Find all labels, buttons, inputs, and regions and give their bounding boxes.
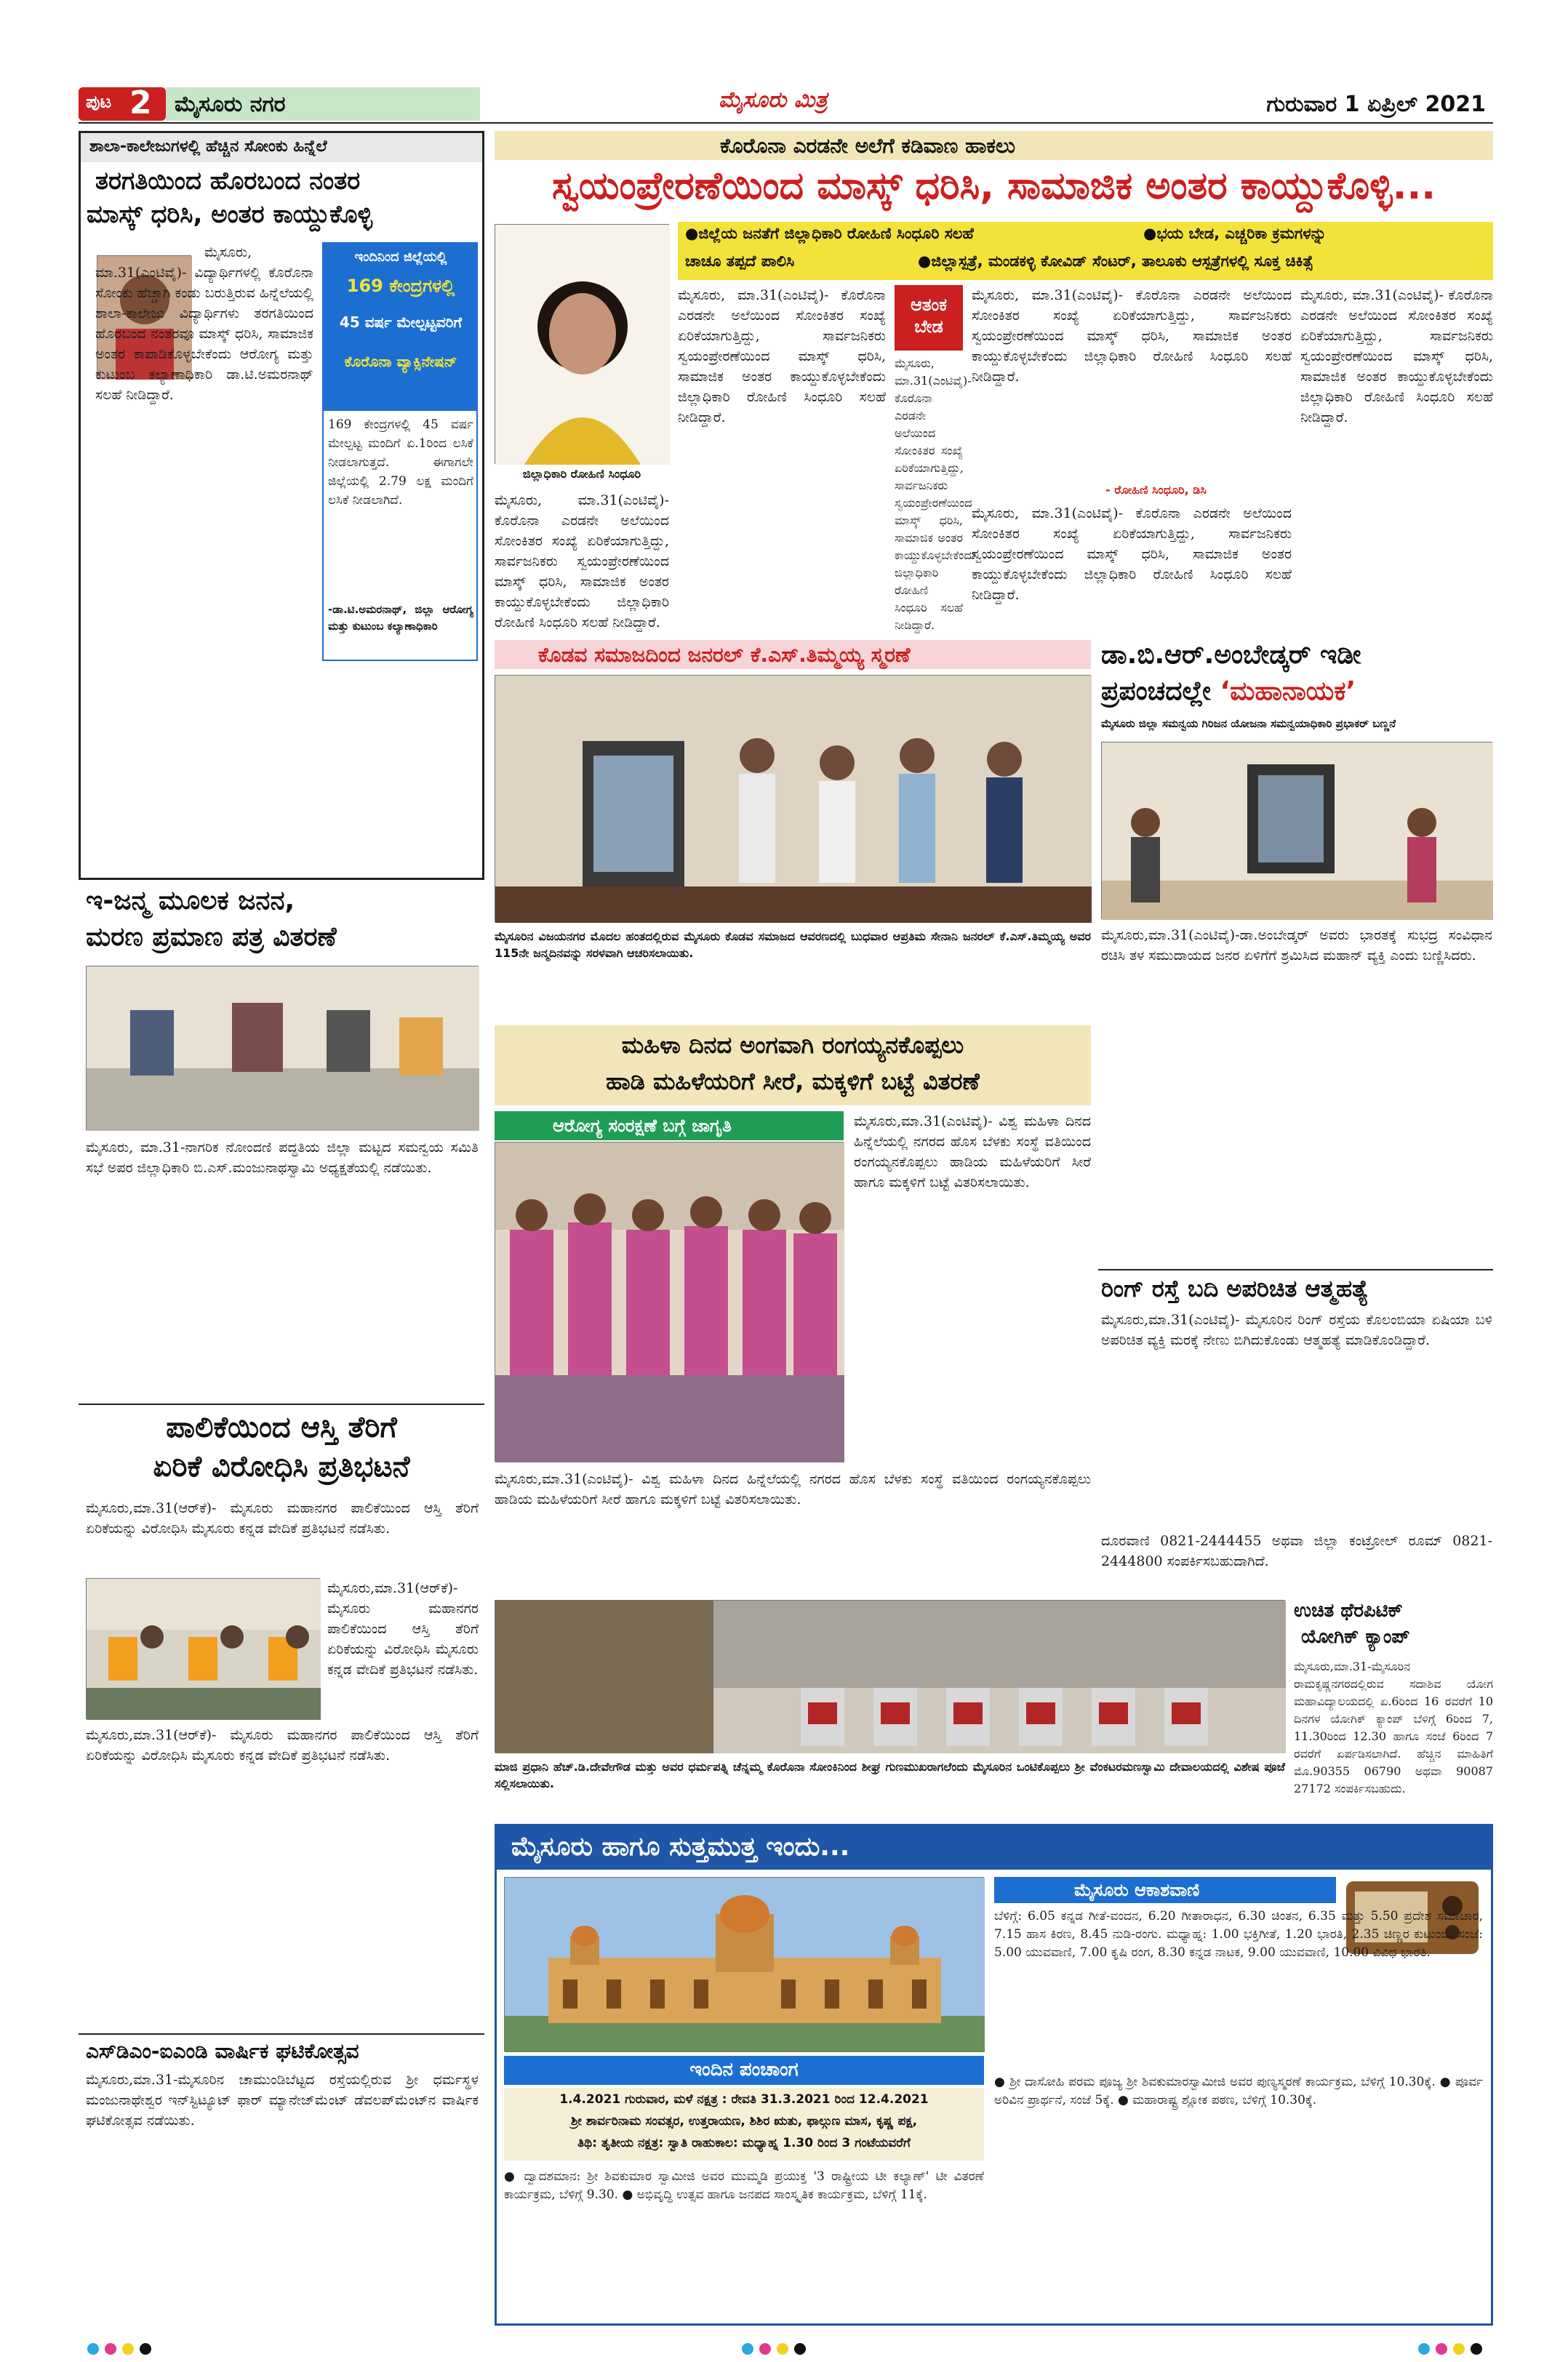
palike-photo [86,1578,320,1719]
lead-bullet-4: ●ಜಿಲ್ಲಾಸ್ಪತ್ರೆ, ಮಂಡಕಳ್ಳಿ ಕೋವಿಡ್ ಸೆಂಟರ್, ತಾಲೂಕು ಆಸ್ಪತ್ರೆಗಳಲ್ಲಿ ಸೂಕ್ತ ಚಿಕಿತ್ಸೆ [918,252,1313,270]
masthead-logo: ಮೈಸೂರು ಮಿತ್ರ [719,87,828,113]
yoga-body: ಮೈಸೂರು,ಮಾ.31-ಮೈಸೂರಿನ ರಾಮಕೃಷ್ಣನಗರದಲ್ಲಿರುವ ಸದಾಶಿವ ಯೋಗ ಮಹಾವಿದ್ಯಾಲಯದಲ್ಲಿ ಏ.6ರಿಂದ 16 ರವರೆಗೆ 10 ದಿನಗಳ ಯೋಗಿಕ್ ಕ್ಯಾಂಪ್ ಬೆಳಿಗ್ಗೆ 6ರಿಂದ 7, 11.30ರಿಂದ 12.30 ಹಾಗೂ ಸಂಜೆ 6ರಿಂದ 7 ರವರೆಗೆ ಏರ್ಪಡಿಸಲಾಗಿದೆ. ಹೆಚ್ಚಿನ ಮಾಹಿತಿಗೆ ಮೊ.90355 06790 ಅಥವಾ 90087 27172 ಸಂಪರ್ಕಿಸಬಹುದು. [1294,1660,1493,1795]
sdm-article [79,2033,484,2324]
masthead-rule [79,122,1493,124]
ambedkar-body: ಮೈಸೂರು,ಮಾ.31(ಎಂಟಿವೈ)-ಡಾ.ಅಂಬೇಡ್ಕರ್ ಅವರು ಭಾರತಕ್ಕೆ ಸುಭದ್ರ ಸಂವಿಧಾನ ರಚಿಸಿ ತಳ ಸಮುದಾಯದ ಜನರ ಏಳಿಗೆಗೆ ಶ್ರಮಿಸಿದ ಮಹಾನ್ ವ್ಯಕ್ತಿ ಎಂದು ಬಣ್ಣಿಸಿದರು. [1101,927,1492,964]
lead-signoff: - ರೋಹಿಣಿ ಸಿಂಧೂರಿ, ಡಿಸಿ [1105,483,1207,497]
palike-headline-1: ಪಾಲಿಕೆಯಿಂದ ಆಸ್ತಿ ತೆರಿಗೆ [166,1411,397,1444]
lead-body-col1: ಮೈಸೂರು, ಮಾ.31(ಎಂಟಿವೈ)- ಕೊರೊನಾ ಎರಡನೇ ಅಲೆಯಿಂದ ಸೋಂಕಿತರ ಸಂಖ್ಯೆ ಏರಿಕೆಯಾಗುತ್ತಿದ್ದು, ಸಾರ್ವಜನಿಕರು ಸ್ವಯಂಪ್ರೇರಣೆಯಿಂದ ಮಾಸ್ಕ್ ಧರಿಸಿ, ಸಾಮಾಜಿಕ ಅಂತರ ಕಾಯ್ದುಕೊಳ್ಳಬೇಕೆಂದು ಜಿಲ್ಲಾಧಿಕಾರಿ ರೋಹಿಣಿ ಸಿಂಧೂರಿ ಸಲಹೆ ನೀಡಿದ್ದಾರೆ. [495,492,669,630]
mahila-headline-1: ಮಹಿಳಾ ದಿನದ ಅಂಗವಾಗಿ ರಂಗಯ್ಯನಕೊಪ್ಪಲು [621,1031,964,1059]
mahila-body-bottom: ಮೈಸೂರು,ಮಾ.31(ಎಂಟಿವೈ)- ವಿಶ್ವ ಮಹಿಳಾ ದಿನದ ಹಿನ್ನೆಲೆಯಲ್ಲಿ ನಗರದ ಹೊಸ ಬೆಳಕು ಸಂಸ್ಥೆ ವತಿಯಿಂದ ರಂಗಯ್ಯನಕೊಪ್ಪಲು ಹಾಡಿಯ ಮಹಿಳೆಯರಿಗೆ ಸೀರೆ ಹಾಗೂ ಮಕ್ಕಳಿಗೆ ಬಟ್ಟೆ ವಿತರಿಸಲಾಯಿತು. [495,1471,1091,1508]
ambedkar-photo [1101,742,1492,919]
radio-title: ಮೈಸೂರು ಆಕಾಶವಾಣಿ [1074,1880,1200,1900]
vaccine-line-1: ಇಂದಿನಿಂದ ಜಿಲ್ಲೆಯಲ್ಲಿ [354,249,447,265]
mahila-banner-text: ಆರೋಗ್ಯ ಸಂರಕ್ಷಣೆ ಬಗ್ಗೆ ಜಾಗೃತಿ [553,1116,732,1136]
ringroad-headline: ರಿಂಗ್ ರಸ್ತೆ ಬದಿ ಅಪರಿಚಿತ ಆತ್ಮಹತ್ಯೆ [1101,1275,1369,1302]
registration-dot [1471,2343,1482,2355]
panchanga-title: ಇಂದಿನ ಪಂಚಾಂಗ [689,2059,799,2081]
vaccine-sidebar [322,242,478,661]
thimmaiah-photo [495,675,1091,922]
page-label: ಪುಟ [86,92,112,112]
sdm-headline: ಎಸ್‌ಡಿಎಂ-ಐಎಂಡಿ ವಾರ್ಷಿಕ ಘಟಿಕೋತ್ಸವ [86,2039,359,2063]
ambedkar-headline-2b: ‘ಮಹಾನಾಯಕ’ [1220,676,1356,706]
vaccine-signoff: -ಡಾ.ಟಿ.ಅಮರನಾಥ್, ಜಿಲ್ಲಾ ಆರೋಗ್ಯ ಮತ್ತು ಕುಟುಂಬ ಕಲ್ಯಾಣಾಧಿಕಾರಿ [328,603,473,633]
yoga-headline-1: ಉಚಿತ ಥೆರಪಿಟಿಕ್ [1294,1600,1403,1622]
vaccine-body: 169 ಕೇಂದ್ರಗಳಲ್ಲಿ 45 ವರ್ಷ ಮೇಲ್ಪಟ್ಟ ಮಂದಿಗೆ ಏ.1ರಿಂದ ಲಸಿಕೆ ನೀಡಲಾಗುತ್ತದೆ. ಈಗಾಗಲೇ ಜಿಲ್ಲೆಯಲ್ಲಿ 2.79 ಲಕ್ಷ ಮಂದಿಗೆ ಲಸಿಕೆ ನೀಡಲಾಗಿದೆ. [328,417,473,508]
school-body: ಮೈಸೂರು, ಮಾ.31(ಎಂಟಿವೈ)- ವಿದ್ಯಾರ್ಥಿಗಳಲ್ಲಿ ಕೊರೊನಾ ಸೋಂಕು ಹೆಚ್ಚಾಗಿ ಕಂಡು ಬರುತ್ತಿರುವ ಹಿನ್ನೆಲೆಯಲ್ಲಿ ಶಾಲಾ-ಕಾಲೇಜು ವಿದ್ಯಾರ್ಥಿಗಳು ತರಗತಿಯಿಂದ ಹೊರಬಂದ ನಂತರವೂ ಮಾಸ್ಕ್ ಧರಿಸಿ, ಸಾಮಾಜಿಕ ಅಂತರ ಕಾಪಾಡಿಕೊಳ್ಳಬೇಕೆಂದು ಆರೋಗ್ಯ ಮತ್ತು ಕುಟುಂಬ ಕಲ್ಯಾಣಾಧಿಕಾರಿ ಡಾ.ಟಿ.ಅಮರನಾಥ್ ಸಲಹೆ ನೀಡಿದ್ದಾರೆ. [95,244,313,403]
school-kicker-bar [81,133,482,162]
thimmaiah-caption: ಮೈಸೂರಿನ ವಿಜಯನಗರ ಮೊದಲ ಹಂತದಲ್ಲಿರುವ ಮೈಸೂರು ಕೊಡವ ಸಮಾಜದ ಆವರಣದಲ್ಲಿ ಬುಧವಾರ ಆಪ್ರತಿಮ ಸೇನಾನಿ ಜನರಲ್ ಕೆ.ಎಸ್.ತಿಮ್ಮಯ್ಯ ಅವರ 115ನೇ ಜನ್ಮದಿನವನ್ನು ಸರಳವಾಗಿ ಆಚರಿಸಲಾಯಿತು. [495,929,1091,960]
lead-body-col5: ಮೈಸೂರು, ಮಾ.31(ಎಂಟಿವೈ)- ಕೊರೊನಾ ಎರಡನೇ ಅಲೆಯಿಂದ ಸೋಂಕಿತರ ಸಂಖ್ಯೆ ಏರಿಕೆಯಾಗುತ್ತಿದ್ದು, ಸಾರ್ವಜನಿಕರು ಸ್ವಯಂಪ್ರೇರಣೆಯಿಂದ ಮಾಸ್ಕ್ ಧರಿಸಿ, ಸಾಮಾಜಿಕ ಅಂತರ ಕಾಯ್ದುಕೊಳ್ಳಬೇಕೆಂದು ಜಿಲ್ಲಾಧಿಕಾರಿ ರೋಹಿಣಿ ಸಿಂಧೂರಿ ಸಲಹೆ ನೀಡಿದ್ದಾರೆ. [972,505,1292,603]
panchanga-line-2: ಶ್ರೀ ಶಾರ್ವರಿನಾಮ ಸಂವತ್ಸರ, ಉತ್ತರಾಯಣ, ಶಿಶಿರ ಋತು, ಫಾಲ್ಗುಣ ಮಾಸ, ಕೃಷ್ಣ ಪಕ್ಷ, [570,2114,918,2129]
lead-alert-label: ಆತಂಕ ಬೇಡ [911,295,947,337]
ambedkar-headline-1: ಡಾ.ಬಿ.ಆರ್.ಅಂಬೇಡ್ಕರ್ ಇಡೀ [1101,640,1361,670]
palike-headline-2: ಏರಿಕೆ ವಿರೋಧಿಸಿ ಪ್ರತಿಭಟನೆ [153,1450,410,1484]
ringroad-body: ಮೈಸೂರು,ಮಾ.31(ಎಂಟಿವೈ)- ಮೈಸೂರಿನ ರಿಂಗ್ ರಸ್ತೆಯ ಕೊಲಂಬಿಯಾ ಏಷಿಯಾ ಬಳಿ ಅಪರಿಚಿತ ವ್ಯಕ್ತಿ ಮರಕ್ಕೆ ನೇಣು ಬಿಗಿದುಕೊಂಡು ಆತ್ಮಹತ್ಯೆ ಮಾಡಿಕೊಂಡಿದ್ದಾರೆ. [1101,1312,1492,1348]
mahila-body-right: ಮೈಸೂರು,ಮಾ.31(ಎಂಟಿವೈ)- ವಿಶ್ವ ಮಹಿಳಾ ದಿನದ ಹಿನ್ನೆಲೆಯಲ್ಲಿ ನಗರದ ಹೊಸ ಬೆಳಕು ಸಂಸ್ಥೆ ವತಿಯಿಂದ ರಂಗಯ್ಯನಕೊಪ್ಪಲು ಹಾಡಿಯ ಮಹಿಳೆಯರಿಗೆ ಸೀರೆ ಹಾಗೂ ಮಕ್ಕಳಿಗೆ ಬಟ್ಟೆ ವಿತರಿಸಲಾಯಿತು. [854,1113,1091,1190]
panchanga-line-1: 1.4.2021 ಗುರುವಾರ, ಮಳೆ ನಕ್ಷತ್ರ : ರೇವತಿ 31.3.2021 ರಿಂದ 12.4.2021 [559,2092,929,2107]
yoga-headline-2: ಯೋಗಿಕ್ ಕ್ಯಾಂಪ್ [1301,1626,1410,1648]
panchanga-line-3: ತಿಥಿ: ತೃತೀಯ ನಕ್ಷತ್ರ: ಸ್ವಾತಿ ರಾಹುಕಾಲ: ಮಧ್ಯಾಹ್ನ 1.30 ರಿಂದ 3 ಗಂಟೆಯವರೆಗೆ [577,2136,911,2150]
yoga-article [1291,1600,1493,1818]
ejanma-headline-2: ಮರಣ ಪ್ರಮಾಣ ಪತ್ರ ವಿತರಣೆ [86,922,337,952]
lead-bullet-2: ●ಭಯ ಬೇಡ, ಎಚ್ಚರಿಕಾ ಕ್ರಮಗಳನ್ನು [1143,225,1327,242]
section-badge [166,87,480,121]
palace-photo [504,1877,984,2051]
palike-body-bottom: ಮೈಸೂರು,ಮಾ.31(ಆರ್‌ಕೆ)- ಮೈಸೂರು ಮಹಾನಗರ ಪಾಲಿಕೆಯಿಂದ ಆಸ್ತಿ ತೆರಿಗೆ ಏರಿಕೆಯನ್ನು ವಿರೋಧಿಸಿ ಮೈಸೂರು ಕನ್ನಡ ವೇದಿಕೆ ಪ್ರತಿಭಟನೆ ನಡೆಸಿತು. [86,1727,479,1764]
palike-article [79,1404,484,2029]
ringroad-article [1098,1269,1493,1593]
events-right: ● ಶ್ರೀ ದಾಸೋಹಿ ಪರಮ ಪೂಜ್ಯ ಶ್ರೀ ಶಿವಕುಮಾರಸ್ವಾಮೀಜಿ ಅವರ ಪುಣ್ಯಸ್ಮರಣೆ ಕಾರ್ಯಕ್ರಮ, ಬೆಳಿಗ್ಗೆ 10.30ಕ್ಕೆ. ● ಪೂರ್ವ ಅರಿವಿನ ಪ್ರಾರ್ಥನೆ, ಸಂಜೆ 5ಕ್ಕೆ. ● ಮಹಾರಾಷ್ಟ್ರ ಶ್ಲೋಕ ಪಠಣ, ಬೆಳಿಗ್ಗೆ 10.30ಕ್ಕೆ. [994,2075,1483,2107]
palike-body-top: ಮೈಸೂರು,ಮಾ.31(ಆರ್‌ಕೆ)- ಮೈಸೂರು ಮಹಾನಗರ ಪಾಲಿಕೆಯಿಂದ ಆಸ್ತಿ ತೆರಿಗೆ ಏರಿಕೆಯನ್ನು ವಿರೋಧಿಸಿ ಮೈಸೂರು ಕನ್ನಡ ವೇದಿಕೆ ಪ್ರತಿಭಟನೆ ನಡೆಸಿತು. [86,1500,479,1537]
registration-dot [87,2343,99,2355]
lead-bullet-3: ಚಾಚೂ ತಪ್ಪದೆ ಪಾಲಿಸಿ [685,252,795,270]
sdm-rule [79,2033,484,2035]
vaccine-sidebar-head [324,244,476,411]
page-label-badge [79,84,166,121]
ringroad-rule [1098,1269,1493,1270]
protest-photo [495,1600,1285,1753]
registration-dot [1436,2343,1447,2355]
panchanga-header [504,2056,984,2085]
school-headline-2: ಮಾಸ್ಕ್ ಧರಿಸಿ, ಅಂತರ ಕಾಯ್ದುಕೊಳ್ಳಿ [87,200,373,229]
lead-alert-box [895,285,963,351]
today-banner [497,1826,1491,1870]
lead-body-col3: ಮೈಸೂರು, ಮಾ.31(ಎಂಟಿವೈ)- ಕೊರೊನಾ ಎರಡನೇ ಅಲೆಯಿಂದ ಸೋಂಕಿತರ ಸಂಖ್ಯೆ ಏರಿಕೆಯಾಗುತ್ತಿದ್ದು, ಸಾರ್ವಜನಿಕರು ಸ್ವಯಂಪ್ರೇರಣೆಯಿಂದ ಮಾಸ್ಕ್ ಧರಿಸಿ, ಸಾಮಾಜಿಕ ಅಂತರ ಕಾಯ್ದುಕೊಳ್ಳಬೇಕೆಂದು ಜಿಲ್ಲಾಧಿಕಾರಿ ರೋಹಿಣಿ ಸಿಂಧೂರಿ ಸಲಹೆ ನೀಡಿದ್ದಾರೆ. [895,356,975,632]
lead-kicker: ಕೊರೊನಾ ಎರಡನೇ ಅಲೆಗೆ ಕಡಿವಾಣ ಹಾಕಲು [720,134,1016,158]
radio-body: ಬೆಳಿಗ್ಗೆ: 6.05 ಕನ್ನಡ ಗೀತೆ-ವಂದನ, 6.20 ಗೀತಾರಾಧನ, 6.30 ಚಿಂತನ, 6.35 ಮತ್ತು 5.50 ಪ್ರದೇಶ ಸಮಾಚಾರ, 7.15 ಹಾಸ ಕಿರಣ, 8.45 ನುಡಿ-ರಂಗು. ಮಧ್ಯಾಹ್ನ: 1.00 ಭಕ್ತಿಗೀತೆ, 1.20 ಭಾರತಿ, 2.35 ಚಿಣ್ಣರ ಕುಟುಂಬ. ಸಂಜೆ: 5.00 ಯುವವಾಣಿ, 7.00 ಕೃಷಿ ರಂಗ, 8.30 ಕನ್ನಡ ನಾಟಕ, 9.00 ಯುವವಾಣಿ, 10.00 ವಿವಿಧ ಭಾರತಿ. [994,1909,1483,1960]
school-kicker: ಶಾಲಾ-ಕಾಲೇಜುಗಳಲ್ಲಿ ಹೆಚ್ಚಿನ ಸೋಂಕು ಹಿನ್ನೆಲೆ [89,137,327,156]
registration-dot [122,2343,134,2355]
ambedkar-article [1098,640,1493,1265]
sdm-body: ಮೈಸೂರು,ಮಾ.31-ಮೈಸೂರಿನ ಚಾಮುಂಡಿಬೆಟ್ಟದ ರಸ್ತೆಯಲ್ಲಿರುವ ಶ್ರೀ ಧರ್ಮಸ್ಥಳ ಮಂಜುನಾಥೇಶ್ವರ ಇನ್‌ಸ್ಟಿಟ್ಯೂಟ್ ಫಾರ್ ಮ್ಯಾನೇಜ್‌ಮೆಂಟ್ ಡೆವಲಪ್‌ಮೆಂಟ್‌ನ ವಾರ್ಷಿಕ ಘಟಿಕೋತ್ಸವ ನಡೆಯಿತು. [86,2072,479,2129]
school-article [79,131,484,880]
events-left: ● ದ್ವಾದಶಮಾನ: ಶ್ರೀ ಶಿವಕುಮಾರ ಸ್ವಾಮೀಜಿ ಅವರ ಮುಮ್ಮಡಿ ಪ್ರಯುಕ್ತ '3 ರಾಷ್ಟ್ರೀಯ ಟೀ ಕಲ್ಯಾಣ್' ಟೀ ವಿತರಣೆ ಕಾರ್ಯಕ್ರಮ, ಬೆಳಿಗ್ಗೆ 9.30. ● ಅಭಿವೃದ್ಧಿ ಉತ್ಸವ ಹಾಗೂ ಜನಪದ ಸಾಂಸ್ಕೃತಿಕ ಕಾರ್ಯಕ್ರಮ, ಬೆಳಿಗ್ಗೆ 11ಕ್ಕೆ. [504,2169,984,2202]
registration-dot [742,2343,753,2355]
mahila-article [495,1025,1091,1593]
ejanma-body: ಮೈಸೂರು, ಮಾ.31-ನಾಗರಿಕ ನೋಂದಣಿ ಪದ್ಧತಿಯ ಜಿಲ್ಲಾ ಮಟ್ಟದ ಸಮನ್ವಯ ಸಮಿತಿ ಸಭೆ ಅಪರ ಜಿಲ್ಲಾಧಿಕಾರಿ ಬಿ.ಎಸ್.ಮಂಜುನಾಥಸ್ವಾಮಿ ಅಧ್ಯಕ್ಷತೆಯಲ್ಲಿ ನಡೆಯಿತು. [86,1140,479,1176]
today-banner-text: ಮೈಸೂರು ಹಾಗೂ ಸುತ್ತಮುತ್ತ ಇಂದು... [511,1832,850,1862]
ringroad-contact: ದೂರವಾಣಿ 0821-2444455 ಅಥವಾ ಜಿಲ್ಲಾ ಕಂಟ್ರೋಲ್ ರೂಮ್ 0821-2444800 ಸಂಪರ್ಕಿಸಬಹುದಾಗಿದೆ. [1101,1533,1492,1569]
protest-photo-block [495,1600,1285,1818]
registration-dot [794,2343,806,2355]
mahila-headline-2: ಹಾಡಿ ಮಹಿಳೆಯರಿಗೆ ಸೀರೆ, ಮಕ್ಕಳಿಗೆ ಬಟ್ಟೆ ವಿತರಣೆ [606,1068,980,1095]
vaccine-line-2: 169 ಕೇಂದ್ರಗಳಲ್ಲಿ [346,276,455,296]
panchanga-body [504,2088,984,2161]
thimmaiah-article [495,640,1091,1018]
lead-body-col6: ಮೈಸೂರು, ಮಾ.31(ಎಂಟಿವೈ)- ಕೊರೊನಾ ಎರಡನೇ ಅಲೆಯಿಂದ ಸೋಂಕಿತರ ಸಂಖ್ಯೆ ಏರಿಕೆಯಾಗುತ್ತಿದ್ದು, ಸಾರ್ವಜನಿಕರು ಸ್ವಯಂಪ್ರೇರಣೆಯಿಂದ ಮಾಸ್ಕ್ ಧರಿಸಿ, ಸಾಮಾಜಿಕ ಅಂತರ ಕಾಯ್ದುಕೊಳ್ಳಬೇಕೆಂದು ಜಿಲ್ಲಾಧಿಕಾರಿ ರೋಹಿಣಿ ಸಿಂಧೂರಿ ಸಲಹೆ ನೀಡಿದ್ದಾರೆ. [1300,287,1493,425]
lead-bullet-1: ●ಜಿಲ್ಲೆಯ ಜನತೆಗೆ ಜಿಲ್ಲಾಧಿಕಾರಿ ರೋಹಿಣಿ ಸಿಂಧೂರಿ ಸಲಹೆ [685,225,974,242]
school-headline-1: ತರಗತಿಯಿಂದ ಹೊರಬಂದ ನಂತರ [95,167,361,196]
mahila-photo [495,1142,844,1462]
registration-dot [759,2343,771,2355]
lead-story [495,131,1493,633]
registration-dot [1453,2343,1465,2355]
palike-body-right: ಮೈಸೂರು,ಮಾ.31(ಆರ್‌ಕೆ)- ಮೈಸೂರು ಮಹಾನಗರ ಪಾಲಿಕೆಯಿಂದ ಆಸ್ತಿ ತೆರಿಗೆ ಏರಿಕೆಯನ್ನು ವಿರೋಧಿಸಿ ಮೈಸೂರು ಕನ್ನಡ ವೇದಿಕೆ ಪ್ರತಿಭಟನೆ ನಡೆಸಿತು. [327,1580,479,1678]
ambedkar-kicker: ಮೈಸೂರು ಜಿಲ್ಲಾ ಸಮನ್ವಯ ಗಿರಿಜನ ಯೋಜನಾ ಸಮನ್ವಯಾಧಿಕಾರಿ ಪ್ರಭಾಕರ್ ಬಣ್ಣನೆ [1101,717,1396,730]
radio-panel [994,1877,1483,2066]
ejanma-article [79,886,484,1395]
today-section [495,1824,1493,2326]
ejanma-headline-1: ಇ-ಜನ್ಮ ಮೂಲಕ ಜನನ, [86,886,295,916]
ejanma-photo [86,966,479,1130]
vaccine-line-3: 45 ವರ್ಷ ಮೇಲ್ಪಟ್ಟವರಿಗೆ [339,313,463,331]
protest-caption: ಮಾಜಿ ಪ್ರಧಾನಿ ಹೆಚ್.ಡಿ.ದೇವೇಗೌಡ ಮತ್ತು ಅವರ ಧರ್ಮಪತ್ನಿ ಚೆನ್ನಮ್ಮ ಕೊರೊನಾ ಸೋಂಕಿನಿಂದ ಶೀಘ್ರ ಗುಣಮುಖರಾಗಲೆಂದು ಮೈಸೂರಿನ ಒಂಟಿಕೊಪ್ಪಲು ಶ್ರೀ ವೆಂಕಟರಮಣಸ್ವಾಮಿ ದೇವಾಲಯದಲ್ಲಿ ವಿಶೇಷ ಪೂಜೆ ಸಲ್ಲಿಸಲಾಯಿತು. [495,1760,1285,1790]
registration-dot [777,2343,788,2355]
dc-photo-caption: ಜಿಲ್ಲಾಧಿಕಾರಿ ರೋಹಿಣಿ ಸಿಂಧೂರಿ [522,467,641,481]
ambedkar-headline-2a: ಪ್ರಪಂಚದಲ್ಲೇ [1101,676,1220,706]
lead-kicker-bar [495,131,1493,160]
lead-body-col2: ಮೈಸೂರು, ಮಾ.31(ಎಂಟಿವೈ)- ಕೊರೊನಾ ಎರಡನೇ ಅಲೆಯಿಂದ ಸೋಂಕಿತರ ಸಂಖ್ಯೆ ಏರಿಕೆಯಾಗುತ್ತಿದ್ದು, ಸಾರ್ವಜನಿಕರು ಸ್ವಯಂಪ್ರೇರಣೆಯಿಂದ ಮಾಸ್ಕ್ ಧರಿಸಿ, ಸಾಮಾಜಿಕ ಅಂತರ ಕಾಯ್ದುಕೊಳ್ಳಬೇಕೆಂದು ಜಿಲ್ಲಾಧಿಕಾರಿ ರೋಹಿಣಿ ಸಿಂಧೂರಿ ಸಲಹೆ ನೀಡಿದ್ದಾರೆ. [678,287,886,425]
thimmaiah-headline: ಕೊಡವ ಸಮಾಜದಿಂದ ಜನರಲ್ ಕೆ.ಎಸ್.ತಿಮ್ಮಯ್ಯ ಸ್ಮರಣೆ [538,643,911,667]
mahila-photo-banner [495,1111,844,1140]
section-title: ಮೈಸೂರು ನಗರ [175,92,286,117]
masthead-date: ಗುರುವಾರ 1 ಏಪ್ರಿಲ್ 2021 [1266,92,1486,117]
lead-body-col4: ಮೈಸೂರು, ಮಾ.31(ಎಂಟಿವೈ)- ಕೊರೊನಾ ಎರಡನೇ ಅಲೆಯಿಂದ ಸೋಂಕಿತರ ಸಂಖ್ಯೆ ಏರಿಕೆಯಾಗುತ್ತಿದ್ದು, ಸಾರ್ವಜನಿಕರು ಸ್ವಯಂಪ್ರೇರಣೆಯಿಂದ ಮಾಸ್ಕ್ ಧರಿಸಿ, ಸಾಮಾಜಿಕ ಅಂತರ ಕಾಯ್ದುಕೊಳ್ಳಬೇಕೆಂದು ಜಿಲ್ಲಾಧಿಕಾರಿ ರೋಹಿಣಿ ಸಿಂಧೂರಿ ಸಲಹೆ ನೀಡಿದ್ದಾರೆ. [972,287,1292,385]
registration-dot [140,2343,151,2355]
thimmaiah-head-bar [495,640,1091,669]
registration-dot [1418,2343,1430,2355]
page-number: 2 [129,84,152,121]
vaccine-line-4: ಕೊರೊನಾ ವ್ಯಾಕ್ಸಿನೇಷನ್ [344,353,457,370]
radio-title-bar [994,1877,1336,1903]
registration-dot [105,2343,116,2355]
lead-headline: ಸ್ವಯಂಪ್ರೇರಣೆಯಿಂದ ಮಾಸ್ಕ್ ಧರಿಸಿ, ಸಾಮಾಜಿಕ ಅಂತರ ಕಾಯ್ದುಕೊಳ್ಳಿ... [551,164,1436,208]
masthead [79,84,1493,122]
mahila-head-bar [495,1025,1091,1105]
ambedkar-headline-2 [1101,676,1494,711]
palike-rule [79,1404,484,1405]
lead-bullets [678,222,1493,280]
dc-photo [495,224,669,464]
